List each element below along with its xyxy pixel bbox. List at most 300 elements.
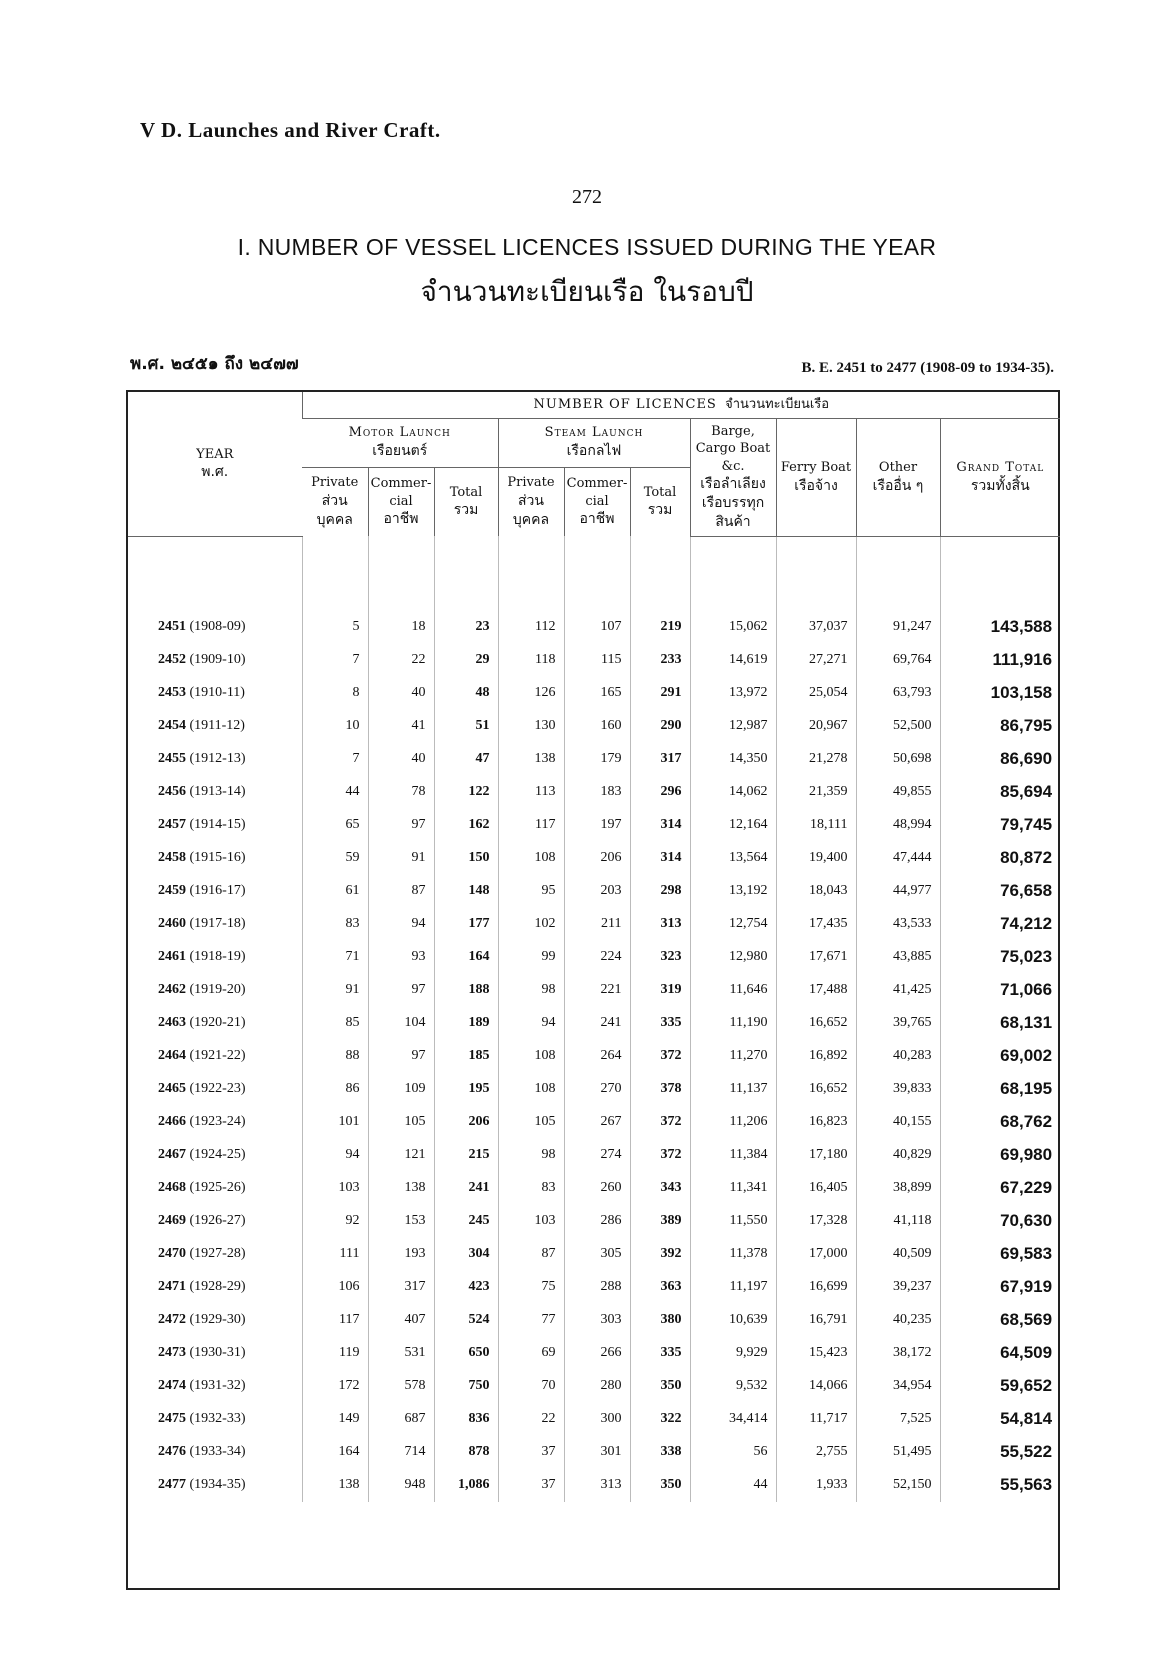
steam-commercial-cell: 107 xyxy=(564,611,630,644)
steam-private-cell: 98 xyxy=(498,1139,564,1172)
steam-commercial-header xyxy=(564,467,630,536)
ferry-cell: 17,671 xyxy=(776,941,856,974)
motor-private-cell: 86 xyxy=(302,1073,368,1106)
steam-total-cell: 219 xyxy=(630,611,690,644)
steam-total-thai: รวม xyxy=(647,502,673,519)
ferry-cell: 21,278 xyxy=(776,743,856,776)
steam-private-cell: 77 xyxy=(498,1304,564,1337)
ferry-cell: 18,111 xyxy=(776,809,856,842)
year-cell xyxy=(128,776,302,809)
other-header xyxy=(856,418,940,536)
ferry-cell: 15,423 xyxy=(776,1337,856,1370)
steam-commercial-cell: 160 xyxy=(564,710,630,743)
barge-cell: 34,414 xyxy=(690,1403,776,1436)
year-period: (1930-31) xyxy=(189,1345,246,1361)
motor-total-cell: 23 xyxy=(434,611,498,644)
other-label: Other xyxy=(878,459,918,475)
ferry-cell: 37,037 xyxy=(776,611,856,644)
steam-private-cell: 105 xyxy=(498,1106,564,1139)
grand-total-cell: 74,212 xyxy=(940,908,1060,941)
motor-commercial-cell: 138 xyxy=(368,1172,434,1205)
table-row xyxy=(128,1139,1060,1172)
barge-cell: 13,564 xyxy=(690,842,776,875)
steam-commercial-cell: 165 xyxy=(564,677,630,710)
page-number: 272 xyxy=(572,186,602,208)
ferry-cell: 16,699 xyxy=(776,1271,856,1304)
steam-commercial-cell: 115 xyxy=(564,644,630,677)
motor-commercial-label: Commer-cial xyxy=(370,476,432,509)
steam-total-cell: 380 xyxy=(630,1304,690,1337)
steam-private-label: Private xyxy=(507,475,555,491)
steam-commercial-label: Commer-cial xyxy=(566,476,628,509)
year-be: 2459 xyxy=(158,883,186,899)
steam-private-cell: 69 xyxy=(498,1337,564,1370)
ferry-label: Ferry Boat xyxy=(780,459,852,475)
grand-total-cell: 64,509 xyxy=(940,1337,1060,1370)
year-cell xyxy=(128,1370,302,1403)
steam-private-cell: 75 xyxy=(498,1271,564,1304)
date-range-english: B. E. 2451 to 2477 (1908-09 to 1934-35). xyxy=(801,360,1054,376)
ferry-cell: 27,271 xyxy=(776,644,856,677)
year-cell xyxy=(128,908,302,941)
year-cell xyxy=(128,1139,302,1172)
year-period: (1912-13) xyxy=(189,751,246,767)
motor-private-cell: 101 xyxy=(302,1106,368,1139)
year-be: 2473 xyxy=(158,1345,186,1361)
ferry-cell: 17,488 xyxy=(776,974,856,1007)
year-cell xyxy=(128,809,302,842)
steam-private-cell: 118 xyxy=(498,644,564,677)
motor-launch-header xyxy=(302,418,498,467)
motor-private-cell: 65 xyxy=(302,809,368,842)
steam-private-cell: 138 xyxy=(498,743,564,776)
steam-private-cell: 37 xyxy=(498,1436,564,1469)
ferry-cell: 21,359 xyxy=(776,776,856,809)
year-be: 2464 xyxy=(158,1048,186,1064)
barge-cell: 11,646 xyxy=(690,974,776,1007)
steam-commercial-cell: 305 xyxy=(564,1238,630,1271)
steam-commercial-cell: 274 xyxy=(564,1139,630,1172)
ferry-header xyxy=(776,418,856,536)
motor-total-cell: 750 xyxy=(434,1370,498,1403)
ferry-cell: 11,717 xyxy=(776,1403,856,1436)
motor-private-cell: 164 xyxy=(302,1436,368,1469)
year-cell xyxy=(128,1073,302,1106)
other-cell: 48,994 xyxy=(856,809,940,842)
motor-private-thai: ส่วนบุคคล xyxy=(316,492,353,528)
year-be: 2465 xyxy=(158,1081,186,1097)
year-period: (1915-16) xyxy=(189,850,246,866)
steam-commercial-cell: 206 xyxy=(564,842,630,875)
steam-private-cell: 70 xyxy=(498,1370,564,1403)
year-cell xyxy=(128,1205,302,1238)
barge-cell: 11,341 xyxy=(690,1172,776,1205)
year-be: 2454 xyxy=(158,718,186,734)
year-be: 2476 xyxy=(158,1444,186,1460)
year-cell xyxy=(128,1106,302,1139)
year-cell xyxy=(128,842,302,875)
other-cell: 39,833 xyxy=(856,1073,940,1106)
section-title: V D. Launches and River Craft. xyxy=(140,118,441,142)
licences-header-label: NUMBER OF LICENCES xyxy=(533,397,717,412)
ferry-cell: 25,054 xyxy=(776,677,856,710)
barge-cell: 13,192 xyxy=(690,875,776,908)
steam-total-cell: 317 xyxy=(630,743,690,776)
steam-total-cell: 314 xyxy=(630,809,690,842)
table-row xyxy=(128,1205,1060,1238)
steam-private-thai: ส่วนบุคคล xyxy=(512,492,550,528)
year-period: (1928-29) xyxy=(189,1279,246,1295)
steam-launch-thai: เรือกลไฟ xyxy=(566,442,622,459)
year-cell xyxy=(128,1238,302,1271)
table-row xyxy=(128,809,1060,842)
grand-total-cell: 69,980 xyxy=(940,1139,1060,1172)
steam-commercial-cell: 300 xyxy=(564,1403,630,1436)
other-thai: เรืออื่น ๆ xyxy=(872,477,924,494)
barge-label: Barge, Cargo Boat &c. xyxy=(695,423,771,474)
other-cell: 49,855 xyxy=(856,776,940,809)
motor-total-cell: 188 xyxy=(434,974,498,1007)
motor-commercial-cell: 714 xyxy=(368,1436,434,1469)
motor-commercial-cell: 531 xyxy=(368,1337,434,1370)
table-row xyxy=(128,611,1060,644)
motor-total-cell: 47 xyxy=(434,743,498,776)
motor-private-cell: 71 xyxy=(302,941,368,974)
year-be: 2453 xyxy=(158,685,186,701)
other-cell: 40,283 xyxy=(856,1040,940,1073)
motor-total-cell: 148 xyxy=(434,875,498,908)
year-be: 2467 xyxy=(158,1147,186,1163)
year-period: (1925-26) xyxy=(189,1180,246,1196)
steam-launch-header xyxy=(498,418,690,467)
barge-cell: 14,350 xyxy=(690,743,776,776)
steam-private-cell: 108 xyxy=(498,1073,564,1106)
other-cell: 69,764 xyxy=(856,644,940,677)
steam-commercial-cell: 197 xyxy=(564,809,630,842)
steam-commercial-cell: 266 xyxy=(564,1337,630,1370)
motor-private-cell: 44 xyxy=(302,776,368,809)
table-row xyxy=(128,1403,1060,1436)
grand-total-cell: 67,229 xyxy=(940,1172,1060,1205)
barge-cell: 11,137 xyxy=(690,1073,776,1106)
motor-private-header xyxy=(302,467,368,536)
barge-cell: 13,972 xyxy=(690,677,776,710)
barge-cell: 11,197 xyxy=(690,1271,776,1304)
barge-cell: 14,062 xyxy=(690,776,776,809)
grand-total-cell: 70,630 xyxy=(940,1205,1060,1238)
steam-total-cell: 319 xyxy=(630,974,690,1007)
motor-commercial-cell: 78 xyxy=(368,776,434,809)
steam-total-cell: 314 xyxy=(630,842,690,875)
year-period: (1919-20) xyxy=(189,982,246,998)
steam-private-cell: 99 xyxy=(498,941,564,974)
motor-commercial-cell: 41 xyxy=(368,710,434,743)
year-cell xyxy=(128,1040,302,1073)
grand-total-cell: 80,872 xyxy=(940,842,1060,875)
steam-private-cell: 87 xyxy=(498,1238,564,1271)
steam-private-cell: 94 xyxy=(498,1007,564,1040)
year-be: 2469 xyxy=(158,1213,186,1229)
motor-private-label: Private xyxy=(311,475,359,491)
steam-commercial-cell: 203 xyxy=(564,875,630,908)
steam-total-cell: 372 xyxy=(630,1106,690,1139)
steam-total-cell: 372 xyxy=(630,1139,690,1172)
year-be: 2471 xyxy=(158,1279,186,1295)
year-be: 2455 xyxy=(158,751,186,767)
other-cell: 40,509 xyxy=(856,1238,940,1271)
steam-commercial-cell: 241 xyxy=(564,1007,630,1040)
year-be: 2460 xyxy=(158,916,186,932)
motor-total-cell: 29 xyxy=(434,644,498,677)
steam-total-cell: 350 xyxy=(630,1370,690,1403)
other-cell: 40,829 xyxy=(856,1139,940,1172)
steam-commercial-cell: 224 xyxy=(564,941,630,974)
ferry-cell: 17,328 xyxy=(776,1205,856,1238)
steam-commercial-thai: อาชีพ xyxy=(579,511,615,528)
table-row xyxy=(128,1040,1060,1073)
licences-header-thai: จำนวนทะเบียนเรือ xyxy=(725,397,830,412)
ferry-cell: 1,933 xyxy=(776,1469,856,1502)
motor-total-cell: 177 xyxy=(434,908,498,941)
grand-total-cell: 76,658 xyxy=(940,875,1060,908)
table-row xyxy=(128,776,1060,809)
motor-total-cell: 423 xyxy=(434,1271,498,1304)
motor-private-cell: 119 xyxy=(302,1337,368,1370)
motor-private-cell: 8 xyxy=(302,677,368,710)
motor-private-cell: 149 xyxy=(302,1403,368,1436)
grand-total-cell: 85,694 xyxy=(940,776,1060,809)
licences-group-header xyxy=(302,392,1060,418)
motor-total-cell: 836 xyxy=(434,1403,498,1436)
ferry-cell: 19,400 xyxy=(776,842,856,875)
table-row xyxy=(128,743,1060,776)
steam-total-cell: 323 xyxy=(630,941,690,974)
motor-commercial-cell: 317 xyxy=(368,1271,434,1304)
year-period: (1924-25) xyxy=(189,1147,246,1163)
table-row xyxy=(128,1436,1060,1469)
year-cell xyxy=(128,1304,302,1337)
steam-total-cell: 290 xyxy=(630,710,690,743)
other-cell: 43,533 xyxy=(856,908,940,941)
steam-total-cell: 322 xyxy=(630,1403,690,1436)
other-cell: 51,495 xyxy=(856,1436,940,1469)
motor-total-cell: 524 xyxy=(434,1304,498,1337)
ferry-cell: 16,823 xyxy=(776,1106,856,1139)
motor-private-cell: 10 xyxy=(302,710,368,743)
other-cell: 47,444 xyxy=(856,842,940,875)
motor-commercial-cell: 93 xyxy=(368,941,434,974)
other-cell: 50,698 xyxy=(856,743,940,776)
motor-commercial-header xyxy=(368,467,434,536)
motor-commercial-cell: 121 xyxy=(368,1139,434,1172)
grand-total-cell: 68,195 xyxy=(940,1073,1060,1106)
barge-cell: 11,550 xyxy=(690,1205,776,1238)
steam-total-cell: 363 xyxy=(630,1271,690,1304)
year-be: 2463 xyxy=(158,1015,186,1031)
barge-cell: 14,619 xyxy=(690,644,776,677)
motor-total-thai: รวม xyxy=(453,502,479,519)
year-be: 2477 xyxy=(158,1477,186,1493)
year-cell xyxy=(128,677,302,710)
steam-private-cell: 103 xyxy=(498,1205,564,1238)
motor-commercial-cell: 40 xyxy=(368,677,434,710)
ferry-cell: 2,755 xyxy=(776,1436,856,1469)
table-row xyxy=(128,1172,1060,1205)
table-row xyxy=(128,1370,1060,1403)
barge-cell: 15,062 xyxy=(690,611,776,644)
steam-private-cell: 126 xyxy=(498,677,564,710)
table-row xyxy=(128,1073,1060,1106)
steam-private-cell: 98 xyxy=(498,974,564,1007)
barge-cell: 11,378 xyxy=(690,1238,776,1271)
other-cell: 40,235 xyxy=(856,1304,940,1337)
barge-cell: 11,206 xyxy=(690,1106,776,1139)
motor-total-cell: 150 xyxy=(434,842,498,875)
ferry-cell: 18,043 xyxy=(776,875,856,908)
steam-launch-label: Steam Launch xyxy=(544,425,644,441)
ferry-cell: 17,000 xyxy=(776,1238,856,1271)
steam-total-cell: 313 xyxy=(630,908,690,941)
year-period: (1916-17) xyxy=(189,883,246,899)
year-period: (1908-09) xyxy=(189,619,246,635)
motor-commercial-cell: 97 xyxy=(368,1040,434,1073)
steam-private-cell: 83 xyxy=(498,1172,564,1205)
year-period: (1918-19) xyxy=(189,949,246,965)
other-cell: 91,247 xyxy=(856,611,940,644)
table-row xyxy=(128,644,1060,677)
grand-total-cell: 75,023 xyxy=(940,941,1060,974)
motor-private-cell: 117 xyxy=(302,1304,368,1337)
ferry-cell: 16,405 xyxy=(776,1172,856,1205)
steam-total-cell: 372 xyxy=(630,1040,690,1073)
other-cell: 39,765 xyxy=(856,1007,940,1040)
motor-total-cell: 189 xyxy=(434,1007,498,1040)
year-cell xyxy=(128,1172,302,1205)
motor-commercial-cell: 109 xyxy=(368,1073,434,1106)
motor-total-cell: 245 xyxy=(434,1205,498,1238)
steam-private-cell: 117 xyxy=(498,809,564,842)
barge-cell: 12,987 xyxy=(690,710,776,743)
year-cell xyxy=(128,1436,302,1469)
other-cell: 38,172 xyxy=(856,1337,940,1370)
motor-commercial-cell: 105 xyxy=(368,1106,434,1139)
steam-commercial-cell: 301 xyxy=(564,1436,630,1469)
steam-private-cell: 22 xyxy=(498,1403,564,1436)
motor-total-cell: 48 xyxy=(434,677,498,710)
steam-commercial-cell: 260 xyxy=(564,1172,630,1205)
other-cell: 40,155 xyxy=(856,1106,940,1139)
other-cell: 41,425 xyxy=(856,974,940,1007)
motor-commercial-cell: 578 xyxy=(368,1370,434,1403)
steam-private-cell: 113 xyxy=(498,776,564,809)
motor-private-cell: 106 xyxy=(302,1271,368,1304)
year-period: (1911-12) xyxy=(189,718,245,734)
motor-total-header xyxy=(434,467,498,536)
year-be: 2452 xyxy=(158,652,186,668)
year-be: 2475 xyxy=(158,1411,186,1427)
year-period: (1933-34) xyxy=(189,1444,246,1460)
year-cell xyxy=(128,611,302,644)
motor-commercial-cell: 87 xyxy=(368,875,434,908)
motor-private-cell: 103 xyxy=(302,1172,368,1205)
grand-total-label: Grand Total xyxy=(956,459,1045,475)
year-cell xyxy=(128,1007,302,1040)
barge-cell: 11,270 xyxy=(690,1040,776,1073)
motor-total-cell: 206 xyxy=(434,1106,498,1139)
year-period: (1922-23) xyxy=(189,1081,246,1097)
year-period: (1917-18) xyxy=(189,916,246,932)
year-cell xyxy=(128,1271,302,1304)
grand-total-cell: 79,745 xyxy=(940,809,1060,842)
motor-commercial-cell: 91 xyxy=(368,842,434,875)
motor-total-cell: 185 xyxy=(434,1040,498,1073)
steam-private-cell: 130 xyxy=(498,710,564,743)
table-row xyxy=(128,1238,1060,1271)
grand-total-cell: 86,795 xyxy=(940,710,1060,743)
year-be: 2461 xyxy=(158,949,186,965)
steam-commercial-cell: 313 xyxy=(564,1469,630,1502)
table-row xyxy=(128,974,1060,1007)
other-cell: 38,899 xyxy=(856,1172,940,1205)
motor-commercial-cell: 18 xyxy=(368,611,434,644)
motor-private-cell: 85 xyxy=(302,1007,368,1040)
table-row xyxy=(128,677,1060,710)
grand-total-cell: 68,569 xyxy=(940,1304,1060,1337)
year-period: (1923-24) xyxy=(189,1114,246,1130)
other-cell: 34,954 xyxy=(856,1370,940,1403)
motor-total-cell: 122 xyxy=(434,776,498,809)
grand-total-cell: 69,583 xyxy=(940,1238,1060,1271)
year-period: (1909-10) xyxy=(189,652,246,668)
year-be: 2470 xyxy=(158,1246,186,1262)
grand-total-cell: 59,652 xyxy=(940,1370,1060,1403)
motor-commercial-cell: 153 xyxy=(368,1205,434,1238)
steam-total-cell: 296 xyxy=(630,776,690,809)
steam-total-cell: 335 xyxy=(630,1007,690,1040)
year-period: (1934-35) xyxy=(189,1477,246,1493)
motor-private-cell: 172 xyxy=(302,1370,368,1403)
year-cell xyxy=(128,710,302,743)
grand-total-cell: 103,158 xyxy=(940,677,1060,710)
year-period: (1929-30) xyxy=(189,1312,246,1328)
motor-total-cell: 241 xyxy=(434,1172,498,1205)
motor-commercial-cell: 94 xyxy=(368,908,434,941)
motor-private-cell: 88 xyxy=(302,1040,368,1073)
steam-commercial-cell: 286 xyxy=(564,1205,630,1238)
steam-total-cell: 298 xyxy=(630,875,690,908)
steam-total-header xyxy=(630,467,690,536)
table-body xyxy=(128,611,1060,1502)
motor-commercial-cell: 97 xyxy=(368,809,434,842)
motor-private-cell: 94 xyxy=(302,1139,368,1172)
other-cell: 63,793 xyxy=(856,677,940,710)
steam-commercial-cell: 179 xyxy=(564,743,630,776)
year-period: (1932-33) xyxy=(189,1411,246,1427)
steam-total-cell: 378 xyxy=(630,1073,690,1106)
grand-total-thai: รวมทั้งสิ้น xyxy=(970,477,1030,494)
motor-commercial-cell: 948 xyxy=(368,1469,434,1502)
year-period: (1914-15) xyxy=(189,817,246,833)
year-period: (1926-27) xyxy=(189,1213,246,1229)
motor-private-cell: 7 xyxy=(302,743,368,776)
table-row xyxy=(128,1304,1060,1337)
barge-cell: 11,190 xyxy=(690,1007,776,1040)
year-cell xyxy=(128,875,302,908)
grand-total-cell: 55,522 xyxy=(940,1436,1060,1469)
motor-private-cell: 83 xyxy=(302,908,368,941)
year-cell xyxy=(128,1403,302,1436)
barge-cell: 12,980 xyxy=(690,941,776,974)
